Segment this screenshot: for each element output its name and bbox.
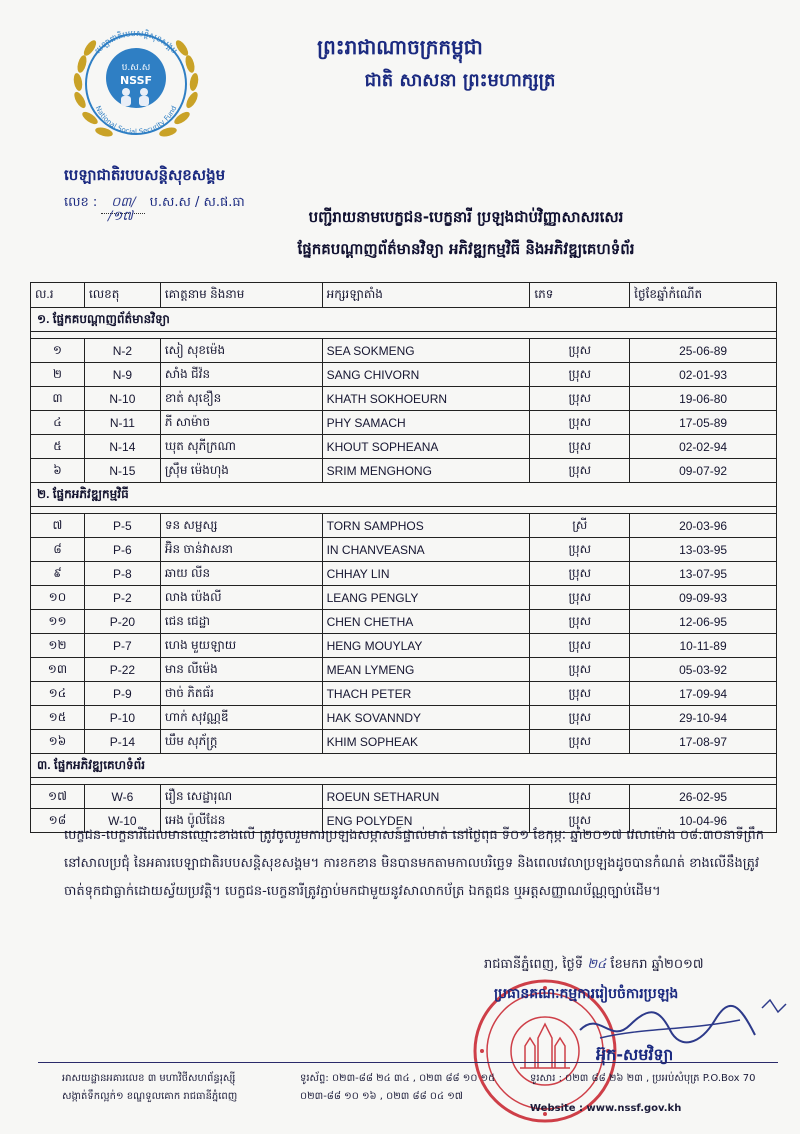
cell-no: ៩ xyxy=(31,562,85,586)
header-desk: លេខតុ xyxy=(84,283,160,308)
candidate-table xyxy=(30,282,777,833)
cell-name-kh: សាំង ជីវ៉ន xyxy=(160,363,322,387)
cell-name-latin: CHEN CHETHA xyxy=(322,610,530,634)
cell-sex: ប្រុស xyxy=(530,387,630,411)
cell-desk: N-9 xyxy=(84,363,160,387)
cell-dob: 09-07-92 xyxy=(630,459,777,483)
footer-divider xyxy=(38,1062,778,1063)
cell-name-latin: SRIM MENGHONG xyxy=(322,459,530,483)
cell-name-latin: HAK SOVANNDY xyxy=(322,706,530,730)
reference-number-value: ០៣/ xyxy=(101,194,145,214)
section-title: ២. ផ្នែកអភិវឌ្ឍកម្មវិធី xyxy=(31,483,777,507)
header-name-latin: អក្សរឡាតាំង xyxy=(322,283,530,308)
cell-name-kh: ខាត់ សុខឿន xyxy=(160,387,322,411)
cell-name-latin: LEANG PENGLY xyxy=(322,586,530,610)
address-line-2: សង្កាត់ទឹកល្អក់១ ខណ្ឌទួលគោក រាជធានីភ្នំពេញ xyxy=(62,1091,238,1102)
document-subtitle: ផ្នែកគបណ្តាញព័ត៌មានវិទ្យា អភិវឌ្ឍកម្មវិធី និងអភិវឌ្ឍគេហទំព័រ xyxy=(297,240,635,258)
table-row xyxy=(31,682,777,706)
section-title: ១. ផ្នែកគបណ្តាញព័ត៌មានវិទ្យា xyxy=(31,308,777,332)
table-row xyxy=(31,387,777,411)
cell-name-latin: PHY SAMACH xyxy=(322,411,530,435)
cell-no: ១ xyxy=(31,339,85,363)
cell-sex: ប្រុស xyxy=(530,435,630,459)
cell-dob: 02-02-94 xyxy=(630,435,777,459)
cell-name-latin: SANG CHIVORN xyxy=(322,363,530,387)
cell-dob: 17-09-94 xyxy=(630,682,777,706)
phone-line-2: ០២៣-៨៨ ១០ ១៦ , ០២៣ ៨៨ ០៤ ១៧ xyxy=(300,1091,463,1102)
section-row xyxy=(31,308,777,332)
cell-desk: N-15 xyxy=(84,459,160,483)
table-row xyxy=(31,459,777,483)
signing-date xyxy=(484,956,704,975)
table-row xyxy=(31,634,777,658)
table-row xyxy=(31,706,777,730)
cell-desk: P-5 xyxy=(84,514,160,538)
table-row xyxy=(31,538,777,562)
cell-dob: 12-06-95 xyxy=(630,610,777,634)
cell-no: ១០ xyxy=(31,586,85,610)
organization-name: បេឡាជាតិរបបសន្តិសុខសង្គម xyxy=(64,166,226,184)
cell-desk: P-2 xyxy=(84,586,160,610)
header-dob: ថ្ងៃខែឆ្នាំកំណើត xyxy=(630,283,777,308)
cell-no: ១៦ xyxy=(31,730,85,754)
document-title: បញ្ជីរាយនាមបេក្ខជន-បេក្ខនារី ប្រឡងជាប់វិញ្ញាសាសរសេរ xyxy=(308,208,624,226)
cell-name-latin: ENG POLYDEN xyxy=(322,809,530,833)
spacer-cell xyxy=(31,778,777,785)
kingdom-heading: ព្រះរាជាណាចក្រកម្ពុជា xyxy=(317,35,483,59)
cell-name-kh: អេង ប៉ូលីដែន xyxy=(160,809,322,833)
cell-no: ១១ xyxy=(31,610,85,634)
cell-desk: P-8 xyxy=(84,562,160,586)
section-row xyxy=(31,483,777,507)
cell-sex: ប្រុស xyxy=(530,610,630,634)
reference-subnumber: /១៧ xyxy=(108,209,133,224)
cell-dob: 05-03-92 xyxy=(630,658,777,682)
cell-dob: 25-06-89 xyxy=(630,339,777,363)
header-no: ល.រ xyxy=(31,283,85,308)
section-spacer xyxy=(31,507,777,514)
cell-sex: ប្រុស xyxy=(530,411,630,435)
cell-sex: ប្រុស xyxy=(530,339,630,363)
cell-desk: N-2 xyxy=(84,339,160,363)
cell-name-latin: SEA SOKMENG xyxy=(322,339,530,363)
cell-desk: P-20 xyxy=(84,610,160,634)
table-row xyxy=(31,586,777,610)
cell-name-latin: CHHAY LIN xyxy=(322,562,530,586)
table-row xyxy=(31,562,777,586)
cell-name-kh: លាង ប៉េងលី xyxy=(160,586,322,610)
table-row xyxy=(31,610,777,634)
cell-no: ៤ xyxy=(31,411,85,435)
cell-name-kh: ហាក់ សុវណ្ណឌី xyxy=(160,706,322,730)
cell-dob: 10-11-89 xyxy=(630,634,777,658)
cell-sex: ប្រុស xyxy=(530,562,630,586)
cell-name-kh: ស្រ៊ឹម ម៉េងហុង xyxy=(160,459,322,483)
cell-desk: N-11 xyxy=(84,411,160,435)
cell-desk: P-6 xyxy=(84,538,160,562)
cell-no: ១៨ xyxy=(31,809,85,833)
date-prefix: រាជធានីភ្នំពេញ, ថ្ងៃទី xyxy=(484,957,584,972)
cell-name-kh: មាន លីម៉េង xyxy=(160,658,322,682)
header-sex: ភេទ xyxy=(530,283,630,308)
table-header-row xyxy=(31,283,777,308)
cell-no: ២ xyxy=(31,363,85,387)
cell-dob: 17-05-89 xyxy=(630,411,777,435)
section-row xyxy=(31,754,777,778)
logo-ring-kh: បេឡាជាតិរបបសន្តិសុខសង្គម xyxy=(93,28,179,56)
table-row xyxy=(31,435,777,459)
cell-dob: 19-06-80 xyxy=(630,387,777,411)
cell-no: ១៤ xyxy=(31,682,85,706)
spacer-cell xyxy=(31,507,777,514)
cell-name-kh: ឃុត សុភីក្រណា xyxy=(160,435,322,459)
cell-desk: W-6 xyxy=(84,785,160,809)
table-row xyxy=(31,514,777,538)
cell-desk: P-14 xyxy=(84,730,160,754)
cell-name-latin: KHOUT SOPHEANA xyxy=(322,435,530,459)
cell-name-kh: ជេន ជេដ្ឋា xyxy=(160,610,322,634)
cell-name-latin: TORN SAMPHOS xyxy=(322,514,530,538)
cell-desk: P-7 xyxy=(84,634,160,658)
cell-no: ៦ xyxy=(31,459,85,483)
cell-desk: N-10 xyxy=(84,387,160,411)
cell-sex: ប្រុស xyxy=(530,363,630,387)
address-line-1: អាសយដ្ឋានអគារលេខ ៣ មហាវិថីសហព័ន្ធរុស្ស៊ី xyxy=(62,1073,236,1084)
cell-desk: P-22 xyxy=(84,658,160,682)
cell-name-latin: HENG MOUYLAY xyxy=(322,634,530,658)
cell-sex: ប្រុស xyxy=(530,809,630,833)
cell-sex: ប្រុស xyxy=(530,586,630,610)
cell-dob: 02-01-93 xyxy=(630,363,777,387)
cell-name-kh: ថាច់ ភិតធ័រ xyxy=(160,682,322,706)
cell-desk: N-14 xyxy=(84,435,160,459)
cell-dob: 13-07-95 xyxy=(630,562,777,586)
logo-abbr: ប.ស.ស xyxy=(121,63,151,73)
table-row xyxy=(31,730,777,754)
logo-ring-en: National Social Security Fund xyxy=(93,104,179,137)
table-row xyxy=(31,658,777,682)
section-title: ៣. ផ្នែកអភិវឌ្ឍគេហទំព័រ xyxy=(31,754,777,778)
table-row xyxy=(31,785,777,809)
date-suffix: ខែមករា ឆ្នាំ២០១៧ xyxy=(610,957,704,972)
cell-desk: W-10 xyxy=(84,809,160,833)
cell-sex: ប្រុស xyxy=(530,459,630,483)
table-row xyxy=(31,363,777,387)
cell-name-kh: ឃឹម សុភ័ក្ត្រ xyxy=(160,730,322,754)
reference-code: ប.ស.ស xyxy=(149,195,191,210)
header-name-kh: គោត្តនាម និងនាម xyxy=(160,283,322,308)
footer-fax: ទូរសារ : ០២៣ ៨៨ ២៦ ២៣ , ប្រអប់សំបុត្រ P.O.Box 70 xyxy=(530,1073,756,1084)
nssf-logo xyxy=(66,14,206,154)
cell-no: ៨ xyxy=(31,538,85,562)
cell-sex: ប្រុស xyxy=(530,682,630,706)
cell-name-latin: THACH PETER xyxy=(322,682,530,706)
cell-no: ១២ xyxy=(31,634,85,658)
signer-name: អ៊ុក-សមវិទ្យា xyxy=(596,1045,674,1064)
cell-dob: 20-03-96 xyxy=(630,514,777,538)
logo-short: NSSF xyxy=(119,74,153,87)
table-row xyxy=(31,411,777,435)
cell-no: ១៣ xyxy=(31,658,85,682)
signer-title: ប្រធានគណៈកម្មការរៀបចំការប្រឡង xyxy=(494,986,679,1002)
cell-dob: 29-10-94 xyxy=(630,706,777,730)
national-motto: ជាតិ សាសនា ព្រះមហាក្សត្រ xyxy=(364,70,556,91)
cell-no: ៥ xyxy=(31,435,85,459)
cell-dob: 26-02-95 xyxy=(630,785,777,809)
cell-no: ៣ xyxy=(31,387,85,411)
cell-desk: P-10 xyxy=(84,706,160,730)
cell-name-kh: សៀ សុខម៉េង xyxy=(160,339,322,363)
cell-no: ១៧ xyxy=(31,785,85,809)
footer-address xyxy=(62,1070,237,1106)
cell-name-latin: KHIM SOPHEAK xyxy=(322,730,530,754)
cell-name-latin: IN CHANVEASNA xyxy=(322,538,530,562)
cell-name-kh: ហេង មួយឡាយ xyxy=(160,634,322,658)
notice-paragraph: បេក្ខជន-បេក្ខនារីដែលមានឈ្មោះខាងលើ ត្រូវចូលរួមការប្រឡងសម្ភាសន៍ផ្ទាល់មាត់ នៅថ្ងៃពុធ ទី០១ ខែកុម្ភៈ ឆ្នាំ២០១៧ វេលាម៉ោង ០៨:៣០នាទីព្រឹក នៅសាលប្រជុំ នៃអគារបេឡាជាតិរបបសន្តិសុខសង្គម។ ការខកខាន មិនបានមកតាមកាលបរិច្ឆេទ និងពេលវេលាប្រឡងដូចបានកំណត់ ខាងលើនឹងត្រូវចាត់ទុកជាធ្លាក់ដោយស្វ័យប្រវត្តិ។ បេក្ខជន-បេក្ខនារីត្រូវភ្ជាប់មកជាមួយនូវសាលាកប័ត្រ ឯកត្តជន ឬអត្តសញ្ញាណប័ណ្ណច្បាប់ដើម។ xyxy=(64,828,764,899)
footer-website: Website : www.nssf.gov.kh xyxy=(530,1103,682,1114)
cell-sex: ស្រី xyxy=(530,514,630,538)
cell-sex: ប្រុស xyxy=(530,706,630,730)
cell-name-latin: ROEUN SETHARUN xyxy=(322,785,530,809)
cell-sex: ប្រុស xyxy=(530,658,630,682)
cell-no: ១៥ xyxy=(31,706,85,730)
table-row xyxy=(31,339,777,363)
section-spacer xyxy=(31,778,777,785)
reference-suffix: / ស.ផ.ធា xyxy=(194,195,245,210)
table-body xyxy=(31,308,777,833)
cell-desk: P-9 xyxy=(84,682,160,706)
cell-name-kh: ភី សាម៉ាច xyxy=(160,411,322,435)
footer-phones xyxy=(300,1070,495,1106)
cell-name-latin: KHATH SOKHOEURN xyxy=(322,387,530,411)
cell-name-latin: MEAN LYMENG xyxy=(322,658,530,682)
cell-name-kh: ទន សម្ផស្ស xyxy=(160,514,322,538)
cell-dob: 17-08-97 xyxy=(630,730,777,754)
cell-dob: 09-09-93 xyxy=(630,586,777,610)
cell-sex: ប្រុស xyxy=(530,538,630,562)
spacer-cell xyxy=(31,332,777,339)
cell-name-kh: ឆាយ លីន xyxy=(160,562,322,586)
cell-dob: 13-03-95 xyxy=(630,538,777,562)
cell-sex: ប្រុស xyxy=(530,785,630,809)
reference-prefix: លេខ : xyxy=(64,195,98,210)
cell-dob: 10-04-96 xyxy=(630,809,777,833)
cell-sex: ប្រុស xyxy=(530,730,630,754)
cell-name-kh: រឿន សេដ្ឋារុណ xyxy=(160,785,322,809)
cell-no: ៧ xyxy=(31,514,85,538)
cell-name-kh: អ៊ិន ចាន់វាសនា xyxy=(160,538,322,562)
phone-line-1: ទូរស័ព្ទ: ០២៣-៨៨ ២៤ ៣៤ , ០២៣ ៨៨ ១០ ១៥ xyxy=(300,1073,496,1084)
cell-sex: ប្រុស xyxy=(530,634,630,658)
date-day: ២៤ xyxy=(587,957,607,972)
section-spacer xyxy=(31,332,777,339)
